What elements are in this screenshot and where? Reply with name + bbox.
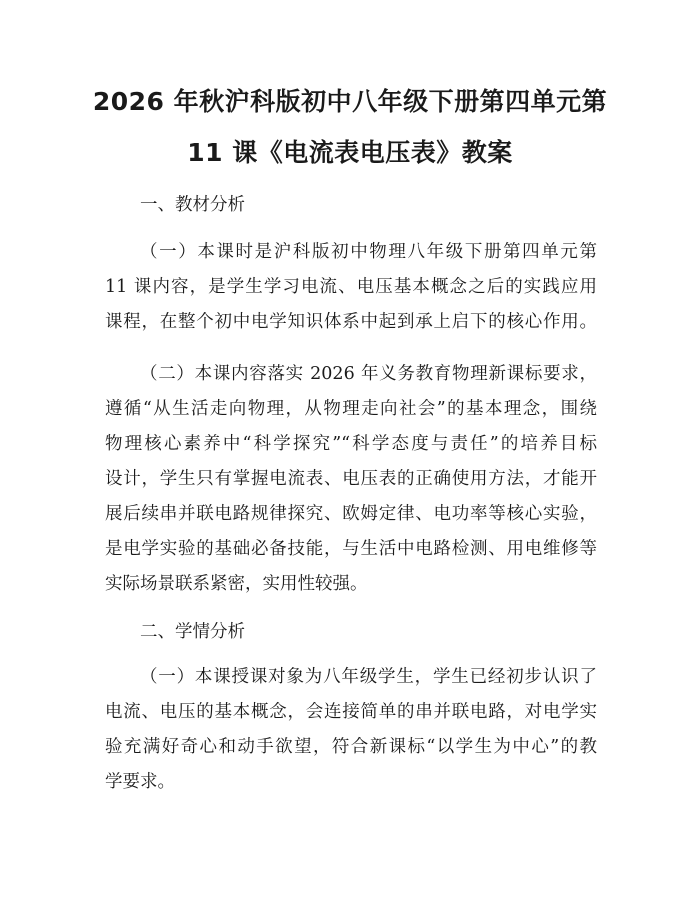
section-heading-textbook-analysis: 一、教材分析: [140, 195, 245, 215]
paragraph-line: 电流、电压的基本概念，会连接简单的串并联电路，对电学实: [105, 702, 597, 722]
paragraph-line: 展后续串并联电路规律探究、欧姆定律、电功率等核心实验，: [105, 504, 597, 524]
paragraph-line: 物理核心素养中“科学探究”“科学态度与责任”的培养目标: [105, 434, 597, 454]
document-title-line-2: 11 课《电流表电压表》教案: [187, 138, 513, 167]
paragraph-line: （一）本课时是沪科版初中物理八年级下册第四单元第: [140, 242, 597, 262]
paragraph-line: 设计，学生只有掌握电流表、电压表的正确使用方法，才能开: [105, 469, 597, 489]
paragraph-line: 遵循“从生活走向物理，从物理走向社会”的基本理念，围绕: [105, 399, 597, 419]
paragraph-line: （二）本课内容落实 2026 年义务教育物理新课标要求，: [140, 364, 597, 384]
paragraph-line: 课程，在整个初中电学知识体系中起到承上启下的核心作用。: [105, 312, 597, 332]
paragraph-line: 实际场景联系紧密，实用性较强。: [105, 574, 368, 594]
paragraph-3: [105, 660, 597, 800]
paragraph-1: [105, 235, 597, 340]
paragraph-line: 11 课内容，是学生学习电流、电压基本概念之后的实践应用: [105, 277, 597, 297]
paragraph-line: 验充满好奇心和动手欲望，符合新课标“以学生为中心”的教: [105, 737, 597, 757]
paragraph-2: [105, 357, 597, 602]
paragraph-line: 是电学实验的基础必备技能，与生活中电路检测、用电维修等: [105, 539, 597, 559]
document-title-line-1: 2026 年秋沪科版初中八年级下册第四单元第: [92, 87, 608, 116]
section-heading-learner-analysis: 二、学情分析: [140, 622, 245, 642]
paragraph-line: 学要求。: [105, 772, 175, 792]
paragraph-line: （一）本课授课对象为八年级学生，学生已经初步认识了: [140, 667, 597, 687]
